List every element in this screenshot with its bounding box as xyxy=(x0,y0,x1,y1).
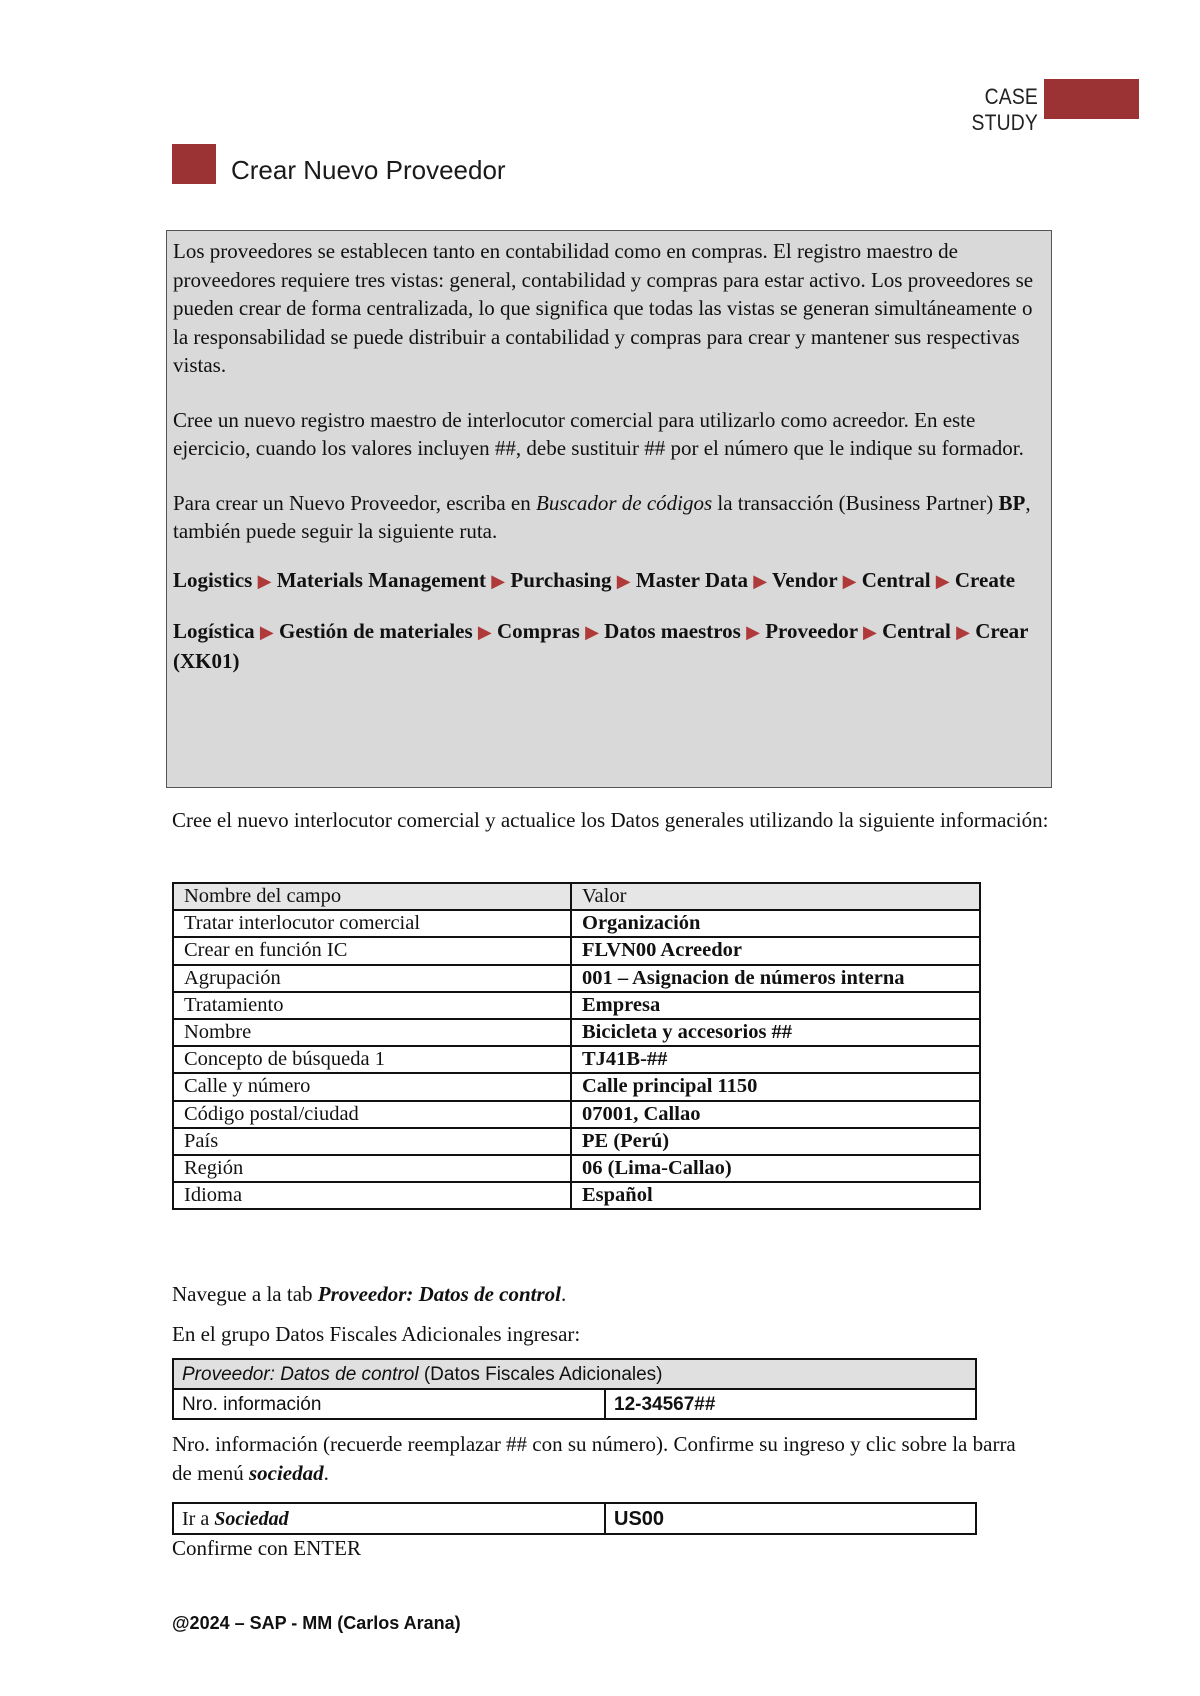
general-data-table xyxy=(172,882,981,1210)
path-en-step: Logistics xyxy=(173,567,253,592)
value-cell: PE (Perú) xyxy=(571,1128,980,1155)
value-cell: 06 (Lima-Callao) xyxy=(571,1155,980,1182)
field-name-cell: Tratamiento xyxy=(173,992,571,1019)
menu-path-es xyxy=(173,617,1043,675)
path-es-step: Proveedor xyxy=(765,619,858,643)
table-row xyxy=(173,1182,980,1209)
value-cell: 07001, Callao xyxy=(571,1101,980,1128)
table-header-row xyxy=(173,883,980,910)
page-title: Crear Nuevo Proveedor xyxy=(231,155,506,185)
enter-text: Confirme con ENTER xyxy=(172,1536,361,1560)
arrow-right-icon: ▶ xyxy=(491,570,506,591)
table-row xyxy=(173,1155,980,1182)
table-row xyxy=(173,1019,980,1046)
control-header: Proveedor: Datos de control (Datos Fiscales Adicionales) xyxy=(173,1359,976,1389)
intro-text: Cree el nuevo interlocutor comercial y actualice los Datos generales utilizando la siguiente información: xyxy=(172,808,1049,832)
arrow-right-icon: ▶ xyxy=(935,570,950,591)
arrow-right-icon: ▶ xyxy=(585,622,599,642)
arrow-right-icon: ▶ xyxy=(259,622,274,642)
control-header-row xyxy=(173,1359,976,1389)
sociedad-label: Ir a Sociedad xyxy=(173,1503,605,1534)
header-accent-bar xyxy=(1044,79,1139,119)
path-en-step: Master Data xyxy=(635,567,749,592)
title-marker xyxy=(172,144,216,184)
field-name-cell: Nombre xyxy=(173,1019,571,1046)
path-es-step: Datos maestros xyxy=(604,619,741,643)
control-value: 12-34567## xyxy=(605,1389,976,1419)
path-es-step: Central xyxy=(882,619,951,643)
value-cell: Empresa xyxy=(571,992,980,1019)
control-data-table xyxy=(172,1358,977,1420)
control-field: Nro. información xyxy=(173,1389,605,1419)
field-name-cell: Crear en función IC xyxy=(173,937,571,964)
arrow-right-icon: ▶ xyxy=(842,570,857,591)
field-name-cell: Agrupación xyxy=(173,965,571,992)
info-paragraph-3: Para crear un Nuevo Proveedor, escriba en Buscador de códigos la transacción (Business Partner) BP, también puede seguir la siguiente ruta. xyxy=(173,490,1031,543)
path-en-step: Central xyxy=(861,567,931,592)
path-en-step: Create xyxy=(954,567,1016,592)
arrow-right-icon: ▶ xyxy=(746,622,760,642)
arrow-right-icon: ▶ xyxy=(257,570,272,591)
path-en-step: Materials Management xyxy=(276,567,487,592)
footer: @2024 – SAP - MM (Carlos Arana) xyxy=(172,1613,461,1633)
table-row xyxy=(173,1101,980,1128)
sociedad-table xyxy=(172,1502,977,1535)
arrow-right-icon: ▶ xyxy=(616,570,631,591)
path-es-step: Compras xyxy=(496,619,580,643)
control-row xyxy=(173,1389,976,1419)
table-row xyxy=(173,992,980,1019)
field-name-cell: Idioma xyxy=(173,1182,571,1209)
path-es-step: Gestión de materiales xyxy=(279,619,473,643)
sociedad-row xyxy=(173,1503,976,1534)
value-cell: FLVN00 Acreedor xyxy=(571,937,980,964)
menu-path-en xyxy=(173,566,1043,596)
table-row xyxy=(173,1046,980,1073)
arrow-right-icon: ▶ xyxy=(753,570,768,591)
field-name-cell: Tratar interlocutor comercial xyxy=(173,910,571,937)
arrow-right-icon: ▶ xyxy=(956,622,970,642)
header-field-name: Nombre del campo xyxy=(173,883,571,910)
nav-text: Navegue a la tab Proveedor: Datos de control. xyxy=(172,1282,567,1306)
value-cell: Calle principal 1150 xyxy=(571,1073,980,1100)
value-cell: 001 – Asignacion de números interna xyxy=(571,965,980,992)
field-name-cell: Concepto de búsqueda 1 xyxy=(173,1046,571,1073)
path-en-step: Vendor xyxy=(772,567,838,592)
field-name-cell: Código postal/ciudad xyxy=(173,1101,571,1128)
value-cell: Bicicleta y accesorios ## xyxy=(571,1019,980,1046)
path-es-step: Crear (XK01) xyxy=(173,619,1029,673)
value-cell: Español xyxy=(571,1182,980,1209)
table-row xyxy=(173,910,980,937)
confirm-text: Nro. información (recuerde reemplazar ## con su número). Confirme su ingreso y clic sobre la barra de menú sociedad. xyxy=(172,1432,1016,1485)
path-en-step: Purchasing xyxy=(510,567,612,592)
header-label: CASE STUDY xyxy=(971,84,1038,135)
sociedad-value: US00 xyxy=(605,1503,976,1534)
info-box xyxy=(166,230,1052,788)
table-row xyxy=(173,937,980,964)
table-row xyxy=(173,965,980,992)
field-name-cell: Región xyxy=(173,1155,571,1182)
info-paragraph-1: Los proveedores se establecen tanto en contabilidad como en compras. El registro maestro de proveedores requiere tres vistas: general, contabilidad y compras para estar activo. Los proveedores se pueden crear de forma centralizada, lo que significa que todas las vistas se generan simultáneamente o la responsabilidad se puede distribuir a contabilidad y compras para crear y mantener sus respectivas vistas. xyxy=(173,239,1034,377)
table-row xyxy=(173,1073,980,1100)
arrow-right-icon: ▶ xyxy=(477,622,492,642)
field-name-cell: Calle y número xyxy=(173,1073,571,1100)
header-value: Valor xyxy=(571,883,980,910)
value-cell: TJ41B-## xyxy=(571,1046,980,1073)
value-cell: Organización xyxy=(571,910,980,937)
field-name-cell: País xyxy=(173,1128,571,1155)
table-row xyxy=(173,1128,980,1155)
group-text: En el grupo Datos Fiscales Adicionales ingresar: xyxy=(172,1322,581,1346)
info-paragraph-2: Cree un nuevo registro maestro de interlocutor comercial para utilizarlo como acreedor. En este ejercicio, cuando los valores incluyen ##, debe sustituir ## por el número que le indique su formador. xyxy=(173,407,1024,460)
path-es-step: Logística xyxy=(173,619,255,643)
arrow-right-icon: ▶ xyxy=(862,622,877,642)
